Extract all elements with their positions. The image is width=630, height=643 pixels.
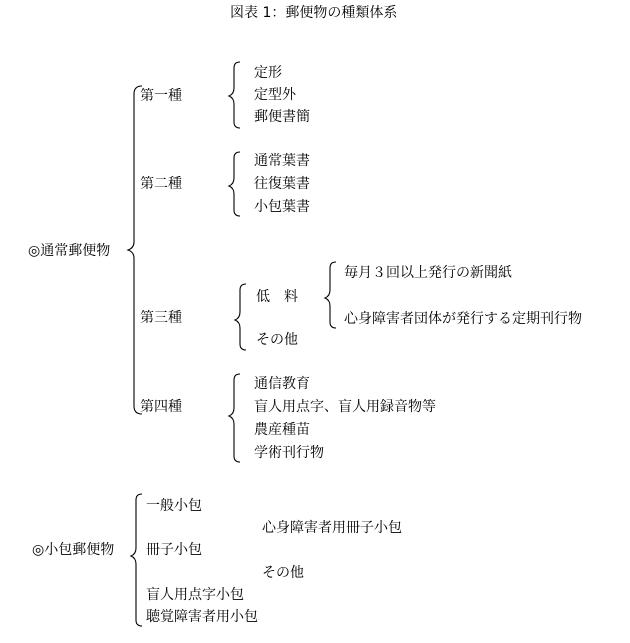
class2-label: 第二種: [140, 176, 182, 192]
brace-class2: [229, 152, 240, 216]
parcel-booklet: 冊子小包: [146, 542, 202, 558]
class2-item: 小包葉書: [254, 199, 310, 215]
parcel-hearing: 聴覚障害者用小包: [146, 609, 258, 625]
brace-class4: [229, 374, 240, 462]
class4-item: 通信教育: [254, 376, 310, 392]
parcel-general: 一般小包: [146, 498, 202, 514]
class1-item: 郵便書簡: [254, 109, 310, 125]
ordinary-mail-label: ◎通常郵便物: [28, 243, 111, 259]
parcel-braille: 盲人用点字小包: [146, 587, 244, 603]
diagram-title: 図表 1：郵便物の種類体系: [230, 5, 398, 21]
parcel-booklet-item: その他: [262, 565, 304, 581]
class1-label: 第一種: [140, 88, 182, 104]
class3-label: 第三種: [140, 310, 182, 326]
class1-item: 定型外: [254, 87, 296, 103]
brace-class1: [229, 62, 240, 128]
brace-class3: [235, 284, 246, 350]
class3-low-fee: 低 料: [256, 289, 298, 305]
class1-item: 定形: [254, 65, 282, 81]
brace-ordinary: [128, 86, 142, 414]
class4-item: 農産種苗: [254, 422, 310, 438]
class3-low-fee-item: 毎月３回以上発行の新聞紙: [344, 265, 512, 281]
class4-label: 第四種: [140, 399, 182, 415]
brace-low-fee: [325, 262, 336, 328]
parcel-mail-label: ◎小包郵便物: [32, 542, 115, 558]
class2-item: 通常葉書: [254, 153, 310, 169]
class4-item: 学術刊行物: [254, 445, 324, 461]
brace-parcel: [131, 494, 142, 626]
class2-item: 往復葉書: [254, 176, 310, 192]
class3-low-fee-item: 心身障害者団体が発行する定期刊行物: [344, 311, 582, 327]
class3-other: その他: [256, 332, 298, 348]
class4-item: 盲人用点字、盲人用録音物等: [254, 399, 436, 415]
parcel-booklet-item: 心身障害者用冊子小包: [262, 520, 402, 536]
